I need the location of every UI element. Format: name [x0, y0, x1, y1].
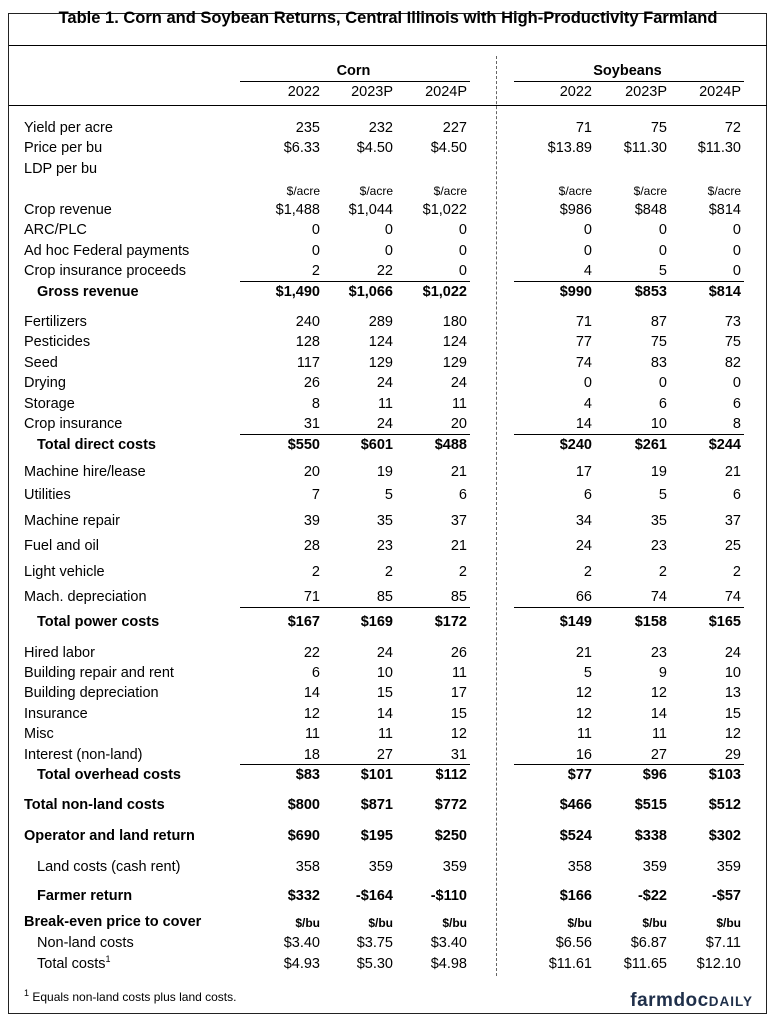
table-cell: 71 [575, 120, 592, 136]
table-cell: 17 [450, 685, 467, 701]
table-cell: -$22 [637, 888, 667, 904]
table-cell: 12 [650, 685, 667, 701]
table-cell: 289 [368, 314, 393, 330]
row-label: Farmer return [37, 888, 133, 904]
table-cell: $244 [708, 437, 741, 453]
table-cell: 18 [303, 747, 320, 763]
table-cell: 39 [303, 513, 320, 529]
table-cell: $1,066 [348, 284, 393, 300]
table-cell: $/acre [633, 184, 667, 198]
table-cell: 31 [303, 416, 320, 432]
table-cell: 12 [575, 706, 592, 722]
table-cell: $814 [708, 202, 741, 218]
table-cell: 0 [732, 375, 741, 391]
table-cell: 117 [296, 355, 320, 371]
table-cell: 35 [650, 513, 667, 529]
rule-line [9, 45, 767, 46]
table-cell: 6 [732, 396, 741, 412]
row-label: ARC/PLC [24, 222, 87, 238]
table-cell: 2 [384, 564, 393, 580]
row-label: Break-even price to cover [24, 914, 202, 930]
table-cell: 227 [442, 120, 467, 136]
rule-line [240, 764, 470, 765]
table-cell: 24 [724, 645, 741, 661]
rule-line [514, 607, 744, 608]
table-cell: $986 [559, 202, 592, 218]
table-cell: $338 [634, 828, 667, 844]
table-cell: 13 [724, 685, 741, 701]
table-cell: $6.33 [283, 140, 320, 156]
table-cell: $/bu [295, 916, 320, 930]
column-divider [496, 56, 497, 976]
table-cell: 11 [377, 726, 393, 742]
table-cell: 24 [376, 416, 393, 432]
table-title: Table 1. Corn and Soybean Returns, Central Illinois with High-Productivity Farmland [58, 9, 718, 27]
table-cell: 73 [724, 314, 741, 330]
table-cell: 10 [724, 665, 741, 681]
table-cell: 25 [724, 538, 741, 554]
table-cell: 27 [376, 747, 393, 763]
row-label: Machine hire/lease [24, 464, 146, 480]
table-cell: $/acre [359, 184, 393, 198]
table-cell: 180 [442, 314, 467, 330]
table-cell: $772 [434, 797, 467, 813]
table-cell: 0 [583, 243, 592, 259]
table-cell: $4.50 [430, 140, 467, 156]
footnote: $^1$ Equals non-land costs plus land costs. [24, 988, 237, 1004]
table-cell: 87 [650, 314, 667, 330]
row-label: Land costs (cash rent) [37, 859, 181, 875]
table-cell: $/acre [286, 184, 320, 198]
year-header: 2022 [559, 84, 592, 100]
table-cell: 82 [724, 355, 741, 371]
table-cell: $690 [287, 828, 320, 844]
table-cell: $/bu [567, 916, 592, 930]
row-label: Crop insurance proceeds [24, 263, 187, 279]
table-cell: 240 [295, 314, 320, 330]
table-cell: 4 [583, 396, 592, 412]
row-label: Building repair and rent [24, 665, 174, 681]
table-cell: 2 [658, 564, 667, 580]
table-cell: $11.30 [697, 140, 741, 156]
table-cell: 2 [311, 263, 320, 279]
table-cell: $240 [559, 437, 592, 453]
row-label: Crop insurance [24, 416, 123, 432]
table-cell: $871 [360, 797, 393, 813]
table-cell: 23 [650, 645, 667, 661]
table-cell: 21 [450, 538, 467, 554]
table-cell: $/acre [707, 184, 741, 198]
table-cell: 6 [458, 487, 467, 503]
table-cell: 358 [567, 859, 592, 875]
table-cell: $77 [567, 767, 592, 783]
table-cell: 12 [303, 706, 320, 722]
soybeans-group-header: Soybeans [593, 63, 662, 79]
table-cell: 6 [658, 396, 667, 412]
rule-line [240, 607, 470, 608]
row-label: Total direct costs [37, 437, 156, 453]
table-cell: 129 [442, 355, 467, 371]
row-label: Gross revenue [37, 284, 139, 300]
table-cell: 11 [651, 726, 667, 742]
table-cell: $6.56 [555, 935, 592, 951]
row-label: LDP per bu [24, 161, 98, 177]
table-cell: $167 [287, 614, 320, 630]
table-cell: $/bu [368, 916, 393, 930]
table-cell: $3.40 [283, 935, 320, 951]
year-header: 2022 [287, 84, 320, 100]
table-cell: 12 [575, 685, 592, 701]
table-cell: 5 [583, 665, 592, 681]
table-cell: 24 [575, 538, 592, 554]
table-cell: 85 [376, 589, 393, 605]
table-cell: $5.30 [356, 956, 393, 972]
table-cell: 11 [451, 396, 467, 412]
table-cell: 71 [575, 314, 592, 330]
row-label: Operator and land return [24, 828, 195, 844]
table-cell: $261 [634, 437, 667, 453]
row-label: Mach. depreciation [24, 589, 147, 605]
table-cell: $/bu [716, 916, 741, 930]
table-cell: $853 [634, 284, 667, 300]
table-cell: 10 [650, 416, 667, 432]
table-cell: 31 [450, 747, 467, 763]
table-cell: 232 [368, 120, 393, 136]
table-cell: 0 [732, 263, 741, 279]
table-cell: 124 [368, 334, 393, 350]
table-cell: $83 [295, 767, 320, 783]
table-cell: $601 [360, 437, 393, 453]
table-cell: 129 [368, 355, 393, 371]
table-cell: -$164 [355, 888, 393, 904]
table-cell: 35 [376, 513, 393, 529]
row-label: Seed [24, 355, 58, 371]
table-cell: 9 [658, 665, 667, 681]
table-cell: 15 [376, 685, 393, 701]
row-label: Misc [24, 726, 54, 742]
table-cell: 11 [451, 665, 467, 681]
row-label: Non-land costs [37, 935, 134, 951]
table-cell: 21 [724, 464, 741, 480]
table-cell: 71 [303, 589, 320, 605]
table-cell: $990 [559, 284, 592, 300]
table-cell: -$110 [430, 888, 467, 904]
table-cell: $172 [434, 614, 467, 630]
table-cell: 37 [450, 513, 467, 529]
table-cell: 75 [650, 334, 667, 350]
table-cell: 74 [724, 589, 741, 605]
table-cell: 14 [650, 706, 667, 722]
table-cell: $195 [360, 828, 393, 844]
table-cell: 24 [376, 375, 393, 391]
table-cell: 83 [650, 355, 667, 371]
table-cell: 6 [311, 665, 320, 681]
table-cell: $/bu [642, 916, 667, 930]
table-cell: $4.50 [356, 140, 393, 156]
row-label: Storage [24, 396, 75, 412]
year-header: 2024P [425, 84, 467, 100]
table-cell: 24 [376, 645, 393, 661]
corn-group-header: Corn [336, 63, 371, 79]
table-cell: 14 [303, 685, 320, 701]
rule-line [9, 105, 767, 106]
table-cell: $103 [708, 767, 741, 783]
table-cell: $158 [634, 614, 667, 630]
row-label: Building depreciation [24, 685, 159, 701]
year-header: 2023P [351, 84, 393, 100]
table-cell: 0 [458, 263, 467, 279]
table-cell: 0 [458, 243, 467, 259]
table-cell: $/bu [442, 916, 467, 930]
table-cell: $302 [708, 828, 741, 844]
table-cell: 128 [295, 334, 320, 350]
table-cell: 37 [724, 513, 741, 529]
table-cell: $1,022 [422, 202, 467, 218]
table-cell: 11 [576, 726, 592, 742]
row-label: Drying [24, 375, 66, 391]
table-cell: 0 [311, 222, 320, 238]
table-cell: 2 [458, 564, 467, 580]
table-cell: 75 [650, 120, 667, 136]
table-cell: $149 [559, 614, 592, 630]
table-cell: $1,022 [422, 284, 467, 300]
table-cell: 15 [724, 706, 741, 722]
table-cell: 28 [303, 538, 320, 554]
table-cell: $7.11 [705, 935, 741, 951]
table-cell: 6 [583, 487, 592, 503]
table-cell: 359 [642, 859, 667, 875]
table-cell: 12 [450, 726, 467, 742]
table-cell: $250 [434, 828, 467, 844]
table-cell: 19 [376, 464, 393, 480]
rule-line [514, 764, 744, 765]
table-cell: -$57 [711, 888, 741, 904]
table-cell: 72 [724, 120, 741, 136]
table-cell: 5 [658, 487, 667, 503]
table-cell: 11 [304, 726, 320, 742]
table-cell: $6.87 [630, 935, 667, 951]
table-cell: 0 [658, 243, 667, 259]
table-cell: $332 [287, 888, 320, 904]
row-label: Yield per acre [24, 120, 113, 136]
table-cell: $96 [642, 767, 667, 783]
table-cell: 7 [311, 487, 320, 503]
table-cell: 358 [295, 859, 320, 875]
table-cell: $1,488 [275, 202, 320, 218]
table-cell: 16 [575, 747, 592, 763]
table-cell: 0 [583, 375, 592, 391]
table-cell: $/acre [558, 184, 592, 198]
table-cell: 74 [650, 589, 667, 605]
row-label: Fertilizers [24, 314, 87, 330]
table-cell: $165 [708, 614, 741, 630]
table-cell: 29 [724, 747, 741, 763]
table-cell: $488 [434, 437, 467, 453]
row-label: Ad hoc Federal payments [24, 243, 190, 259]
table-cell: $848 [634, 202, 667, 218]
table-cell: 0 [458, 222, 467, 238]
table-cell: 4 [583, 263, 592, 279]
table-cell: 2 [732, 564, 741, 580]
table-cell: $524 [559, 828, 592, 844]
row-label: Crop revenue [24, 202, 112, 218]
table-cell: 27 [650, 747, 667, 763]
table-cell: 12 [724, 726, 741, 742]
row-label: Total overhead costs [37, 767, 181, 783]
table-cell: 15 [450, 706, 467, 722]
rule-line [240, 434, 470, 435]
table-cell: 0 [384, 222, 393, 238]
table-cell: 0 [311, 243, 320, 259]
year-header: 2024P [699, 84, 741, 100]
rule-line [240, 281, 470, 282]
table-cell: 235 [295, 120, 320, 136]
rule-line [514, 81, 744, 82]
row-label: Total power costs [37, 614, 160, 630]
table-cell: 66 [575, 589, 592, 605]
table-cell: 2 [311, 564, 320, 580]
table-cell: 0 [658, 222, 667, 238]
row-label: Interest (non-land) [24, 747, 143, 763]
table-cell: 85 [450, 589, 467, 605]
table-cell: 22 [303, 645, 320, 661]
table-cell: $13.89 [547, 140, 592, 156]
table-cell: 10 [376, 665, 393, 681]
table-cell: $4.93 [283, 956, 320, 972]
table-cell: 20 [303, 464, 320, 480]
table-cell: 11 [377, 396, 393, 412]
table-cell: 5 [658, 263, 667, 279]
table-cell: $11.30 [623, 140, 667, 156]
table-cell: 2 [583, 564, 592, 580]
table-cell: 21 [450, 464, 467, 480]
table-cell: $166 [559, 888, 592, 904]
table-cell: 26 [303, 375, 320, 391]
table-cell: 22 [376, 263, 393, 279]
row-label: Utilities [24, 487, 71, 503]
table-cell: $814 [708, 284, 741, 300]
table-cell: 0 [732, 243, 741, 259]
table-cell: 8 [732, 416, 741, 432]
table-cell: $/acre [433, 184, 467, 198]
table-cell: $11.65 [623, 956, 667, 972]
table-cell: 23 [376, 538, 393, 554]
table-cell: 17 [575, 464, 592, 480]
row-label: Fuel and oil [24, 538, 99, 554]
table-cell: 26 [450, 645, 467, 661]
table-cell: 23 [650, 538, 667, 554]
farmdoc-daily-logo: farmdocDAILY [630, 990, 753, 1011]
table-cell: 14 [575, 416, 592, 432]
table-cell: 0 [384, 243, 393, 259]
table-cell: $466 [559, 797, 592, 813]
table-cell: 6 [732, 487, 741, 503]
year-header: 2023P [625, 84, 667, 100]
table-cell: $1,044 [348, 202, 393, 218]
table-cell: 8 [311, 396, 320, 412]
table-cell: $800 [287, 797, 320, 813]
table-cell: $512 [708, 797, 741, 813]
table-cell: $3.40 [430, 935, 467, 951]
table-cell: 21 [575, 645, 592, 661]
rule-line [514, 434, 744, 435]
table-cell: 5 [384, 487, 393, 503]
table-cell: 0 [732, 222, 741, 238]
table-cell: 359 [716, 859, 741, 875]
table-cell: 0 [658, 375, 667, 391]
table-cell: $169 [360, 614, 393, 630]
table-cell: 124 [442, 334, 467, 350]
table-cell: 20 [450, 416, 467, 432]
table-cell: $4.98 [430, 956, 467, 972]
table-cell: $1,490 [275, 284, 320, 300]
row-label: Pesticides [24, 334, 91, 350]
table-cell: $101 [360, 767, 393, 783]
row-label: Light vehicle [24, 564, 105, 580]
rule-line [240, 81, 470, 82]
table-cell: $11.61 [548, 956, 592, 972]
table-cell: 0 [583, 222, 592, 238]
row-label: Total costs$^1$ [37, 954, 111, 972]
table-cell: $112 [435, 767, 467, 783]
row-label: Price per bu [24, 140, 103, 156]
rule-line [514, 281, 744, 282]
table-cell: 14 [376, 706, 393, 722]
table-cell: 34 [575, 513, 592, 529]
table-cell: $550 [287, 437, 320, 453]
table-cell: $515 [634, 797, 667, 813]
table-cell: 74 [575, 355, 592, 371]
table-cell: $12.10 [696, 956, 741, 972]
table-cell: 77 [575, 334, 592, 350]
table-cell: 359 [442, 859, 467, 875]
table-cell: 359 [368, 859, 393, 875]
table-cell: 75 [724, 334, 741, 350]
table-cell: 19 [650, 464, 667, 480]
table-cell: $3.75 [356, 935, 393, 951]
row-label: Machine repair [24, 513, 120, 529]
row-label: Hired labor [24, 645, 95, 661]
row-label: Insurance [24, 706, 88, 722]
row-label: Total non-land costs [24, 797, 165, 813]
table-cell: 24 [450, 375, 467, 391]
